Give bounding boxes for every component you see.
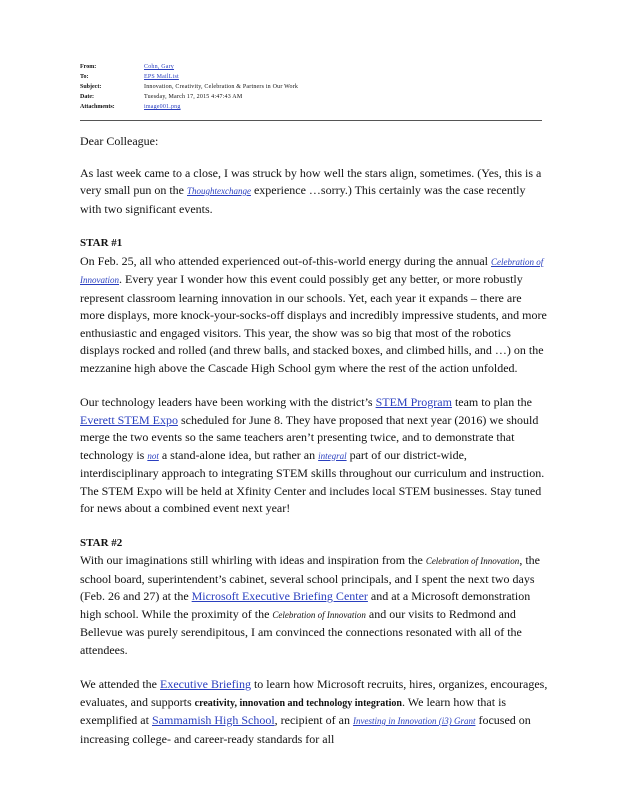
subject-row <box>80 82 540 92</box>
executive-briefing-link[interactable]: Executive Briefing <box>160 677 251 691</box>
text: , recipient of an <box>274 713 353 727</box>
stem-program-link[interactable]: STEM Program <box>375 395 452 409</box>
text: We attended the <box>80 677 160 691</box>
text: team to plan the <box>451 395 532 409</box>
star2-paragraph <box>80 552 548 659</box>
from-row <box>80 62 540 72</box>
text: a stand-alone idea, but rather an <box>158 447 319 462</box>
stem-expo-link[interactable]: Everett STEM Expo <box>80 412 178 427</box>
text: focused on increasing college- and career-ready standards for all <box>80 713 531 746</box>
i3-grant-link[interactable]: Investing in Innovation (i3) Grant <box>352 716 476 726</box>
header-divider <box>80 120 542 121</box>
attachment-link[interactable]: image001.png <box>144 104 181 110</box>
date-value: Tuesday, March 17, 2015 4:47:43 AM <box>144 94 243 100</box>
text: On Feb. 25, all who attended experienced out-of-this-world energy during the annual <box>80 253 491 268</box>
bold-values: creativity, innovation and technology integration <box>194 697 402 709</box>
celebration-link[interactable]: Celebration of Innovation <box>80 256 544 285</box>
stem-paragraph <box>80 394 548 518</box>
attachments-label: Attachments: <box>80 104 115 110</box>
integral-emphasis: integral <box>318 450 347 461</box>
briefing-center-link[interactable]: Microsoft Executive Briefing Center <box>191 589 368 603</box>
attachments-row <box>80 102 540 112</box>
subject-label: Subject: <box>80 84 102 90</box>
to-value[interactable]: EPS MailList <box>144 74 179 80</box>
text: and at a Microsoft demonstration high school. While the proximity of the <box>80 589 531 621</box>
from-label: From: <box>80 64 97 70</box>
text: With our imaginations still whirling with ideas and inspiration from the <box>80 553 426 567</box>
text: experience …sorry.) This certainly was the case recently with two significant events. <box>80 183 526 216</box>
text: As last week came to a close, I was struck by how well the stars align, sometimes. (Yes, this is a very small pun on the <box>80 165 542 197</box>
star1-paragraph <box>80 253 548 378</box>
text: scheduled for June 8. They have proposed that next year (2016) we should merge the two events so the same teachers aren’t presenting twice, and to demonstrate that technology is <box>80 412 539 462</box>
celebration-emphasis: Celebration of Innovation <box>425 556 520 566</box>
subject-value: Innovation, Creativity, Celebration & Partners in Our Work <box>144 84 299 90</box>
date-row <box>80 92 540 102</box>
email-body <box>80 133 548 748</box>
from-value[interactable]: Cohn, Gary <box>144 64 174 70</box>
text: and our visits to Redmond and Bellevue was purely serendipitous, I am convinced the connections resonated with all of the attendees. <box>80 606 522 657</box>
text: to learn how Microsoft recruits, hires, organizes, encourages, evaluates, and supports <box>80 677 548 709</box>
text: part of our district-wide, interdisciplinary approach to integrating STEM skills throughout our curriculum and instruction. The STEM Expo will be held at Xfinity Center and includes local STEM businesses. Stay tuned for news about a combined event next year! <box>80 447 545 515</box>
briefing-paragraph <box>80 676 548 748</box>
not-emphasis: not <box>147 450 159 461</box>
intro-paragraph <box>80 165 548 219</box>
star1-title: STAR #1 <box>80 237 123 249</box>
salutation: Dear Colleague: <box>80 134 159 148</box>
thoughtexchange-link[interactable]: Thoughtexchange <box>186 186 251 196</box>
celebration-emphasis: Celebration of Innovation <box>272 609 366 620</box>
text: . Every year I wonder how this event could possibly get any better, or more robustly represent classroom learning innovation in our schools. Yet, each year it expands – there are more displays, more knock-your-socks-off displays and incredibly impressive students, and more enthusiastic and engaged visitors. This year, the show was so big that most of the robotics displays rocked and rolled (and threw balls, and stacked boxes, and climbed hills, and …) on the mezzanine high above the Cascade High School gym where the rest of the action unfolded. <box>80 272 547 375</box>
star2-title: STAR #2 <box>80 536 123 549</box>
to-label: To: <box>80 74 89 80</box>
sammamish-link[interactable]: Sammamish High School <box>151 713 275 727</box>
date-label: Date: <box>80 94 94 100</box>
text: , the school board, superintendent’s cabinet, several school principals, and I spent the next two days (Feb. 26 and 27) at the <box>80 553 540 603</box>
to-row <box>80 72 540 82</box>
text: Our technology leaders have been working with the district’s <box>80 395 376 409</box>
email-header <box>80 62 540 112</box>
text: . We learn how that is exemplified at <box>80 694 507 727</box>
